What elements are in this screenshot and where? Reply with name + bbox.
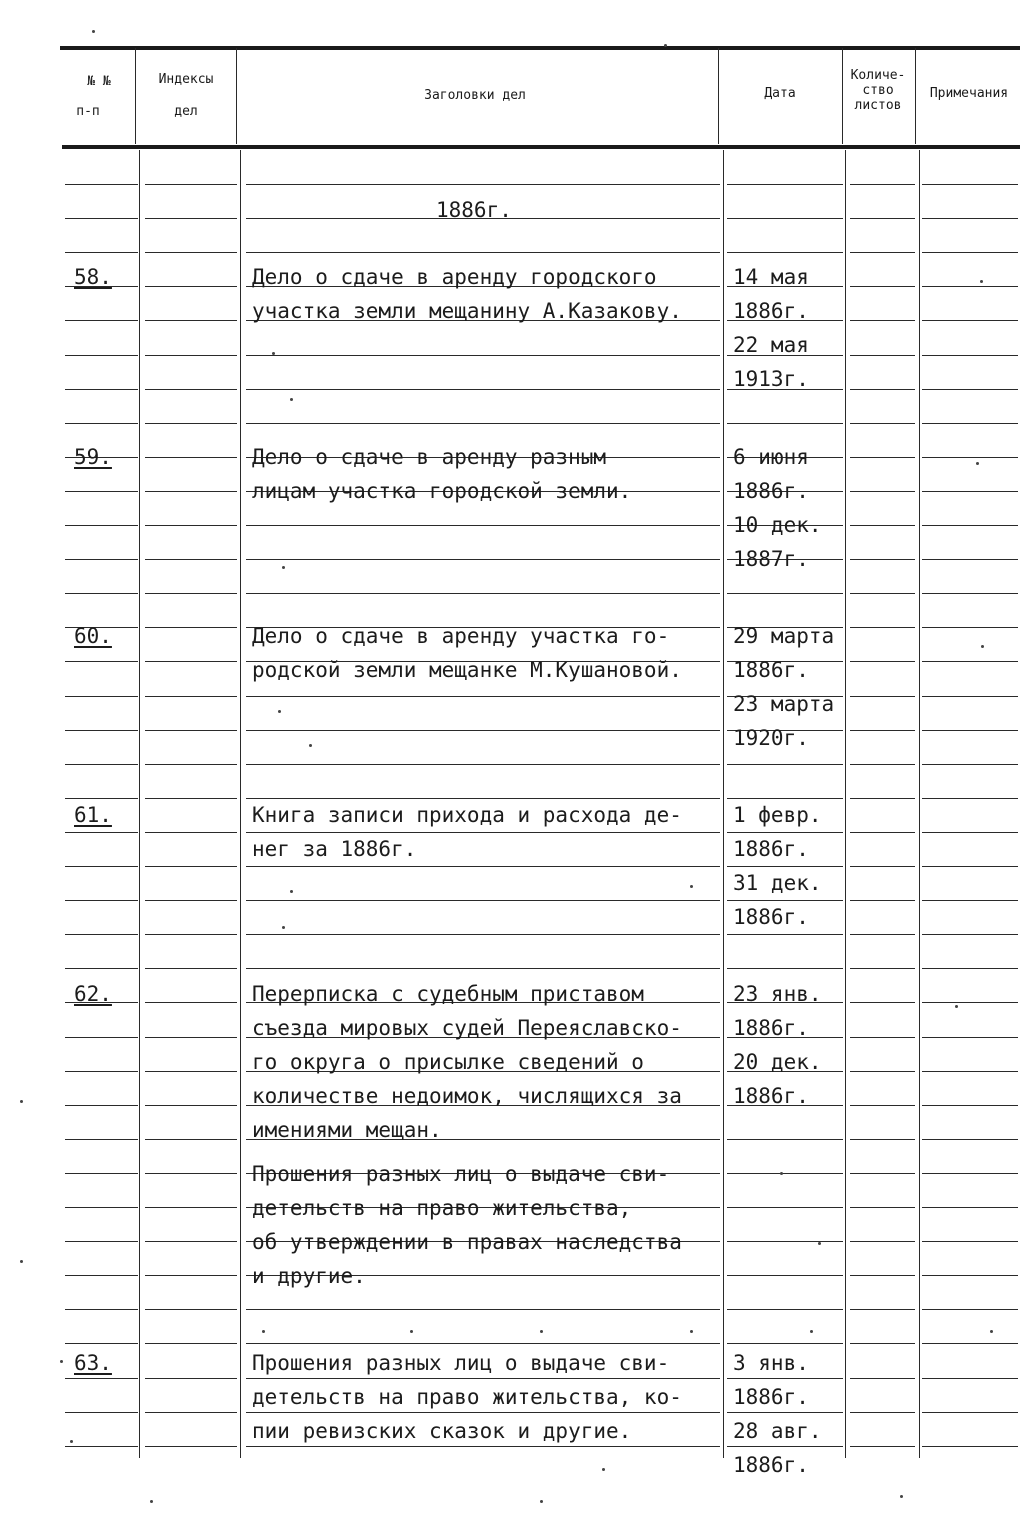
ruled-line — [850, 798, 915, 799]
speck — [810, 1330, 813, 1333]
ruled-line — [850, 593, 915, 594]
record-number: 59. — [74, 445, 112, 469]
speck — [900, 1495, 903, 1498]
ruled-line — [145, 1207, 237, 1208]
ruled-line — [246, 798, 720, 799]
ruled-line — [850, 696, 915, 697]
ruled-line — [65, 559, 138, 560]
ruled-line — [850, 1002, 915, 1003]
speck — [282, 566, 285, 569]
ruled-line — [922, 184, 1018, 185]
speck — [70, 1440, 73, 1443]
ruled-line — [850, 661, 915, 662]
record-date-line: 1886г. — [733, 1385, 809, 1409]
ruled-line — [246, 1378, 720, 1379]
ruled-line — [145, 491, 237, 492]
record-number: 58. — [74, 265, 112, 289]
ruled-line — [145, 1037, 237, 1038]
ruled-line — [145, 1002, 237, 1003]
ruled-line — [727, 1378, 843, 1379]
ruled-line — [65, 1378, 138, 1379]
header-col-sheets: Количе- ство листов — [850, 68, 906, 113]
ruled-line — [65, 1037, 138, 1038]
ruled-line — [246, 1343, 720, 1344]
ruled-line — [727, 798, 843, 799]
ruled-line — [850, 252, 915, 253]
ruled-line — [727, 218, 843, 219]
ruled-line — [727, 1343, 843, 1344]
ruled-line — [145, 593, 237, 594]
ruled-line — [246, 559, 720, 560]
year-heading: 1886г. — [436, 198, 512, 222]
ruled-line — [922, 286, 1018, 287]
ruled-line — [850, 968, 915, 969]
ruled-line — [922, 1241, 1018, 1242]
ruled-line — [145, 764, 237, 765]
ruled-line — [850, 525, 915, 526]
ruled-line — [727, 1173, 843, 1174]
ruled-line — [850, 1343, 915, 1344]
speck — [690, 885, 693, 888]
header-col-number-sub: п-п — [76, 104, 100, 119]
ruled-line — [145, 661, 237, 662]
speck — [602, 1468, 605, 1471]
ruled-line — [246, 730, 720, 731]
record-title-line: съезда мировых судей Переяславско- — [252, 1016, 682, 1040]
ruled-line — [922, 1139, 1018, 1140]
header-divider — [915, 48, 916, 144]
ruled-line — [922, 218, 1018, 219]
ruled-line — [850, 1241, 915, 1242]
record-number: 63. — [74, 1351, 112, 1375]
ruled-line — [850, 457, 915, 458]
header-col-index-sub: дел — [174, 104, 198, 119]
ruled-line — [850, 1309, 915, 1310]
record-date-line: 1 февр. — [733, 803, 822, 827]
ruled-line — [922, 934, 1018, 935]
ruled-line — [922, 252, 1018, 253]
ruled-line — [850, 355, 915, 356]
speck — [780, 1172, 783, 1175]
ruled-line — [850, 1446, 915, 1447]
ruled-line — [922, 798, 1018, 799]
ruled-line — [65, 355, 138, 356]
header-divider — [135, 48, 136, 144]
ruled-line — [727, 934, 843, 935]
ruled-line — [145, 934, 237, 935]
record-title-line: го округа о присылке сведений о — [252, 1050, 644, 1074]
ruled-line — [65, 525, 138, 526]
ruled-line — [922, 1446, 1018, 1447]
ruled-line — [65, 1241, 138, 1242]
ruled-line — [727, 832, 843, 833]
record-date-line: 28 авг. — [733, 1419, 822, 1443]
ruled-line — [65, 389, 138, 390]
ruled-line — [922, 900, 1018, 901]
record-title-line: детельств на право жительства, — [252, 1196, 632, 1220]
ruled-line — [922, 1378, 1018, 1379]
ruled-line — [145, 1378, 237, 1379]
record-title-line: Перерписка с судебным приставом — [252, 982, 644, 1006]
speck — [309, 744, 312, 747]
ruled-line — [246, 389, 720, 390]
column-divider — [240, 150, 241, 1458]
ruled-line — [65, 218, 138, 219]
ruled-line — [922, 968, 1018, 969]
speck — [272, 352, 275, 355]
ruled-line — [727, 1275, 843, 1276]
ruled-line — [145, 900, 237, 901]
record-title-line: Прошения разных лиц о выдаче сви- — [252, 1351, 670, 1375]
ruled-line — [145, 1275, 237, 1276]
record-date-line: 1920г. — [733, 726, 809, 750]
ruled-line — [65, 1105, 138, 1106]
ruled-line — [145, 798, 237, 799]
ruled-line — [850, 900, 915, 901]
speck — [278, 710, 281, 713]
ruled-line — [246, 968, 720, 969]
ruled-line — [922, 661, 1018, 662]
ruled-line — [727, 764, 843, 765]
ruled-line — [145, 1412, 237, 1413]
speck — [290, 398, 293, 401]
ruled-line — [922, 730, 1018, 731]
ruled-line — [922, 1002, 1018, 1003]
ruled-line — [727, 1446, 843, 1447]
ruled-line — [246, 900, 720, 901]
ruled-line — [145, 559, 237, 560]
ruled-line — [145, 1105, 237, 1106]
ruled-line — [922, 1173, 1018, 1174]
ruled-line — [922, 320, 1018, 321]
ruled-line — [145, 730, 237, 731]
record-number: 60. — [74, 624, 112, 648]
ruled-line — [850, 491, 915, 492]
ruled-line — [65, 832, 138, 833]
ruled-line — [922, 696, 1018, 697]
record-date-line: 6 июня — [733, 445, 809, 469]
ruled-line — [727, 1309, 843, 1310]
ruled-line — [145, 968, 237, 969]
ruled-line — [65, 1446, 138, 1447]
record-title-line: нег за 1886г. — [252, 837, 417, 861]
record-title-line: Дело о сдаче в аренду городского — [252, 265, 657, 289]
ruled-line — [850, 1037, 915, 1038]
ruled-line — [246, 593, 720, 594]
ruled-line — [850, 1275, 915, 1276]
ruled-line — [65, 798, 138, 799]
ruled-line — [246, 1412, 720, 1413]
ruled-line — [922, 866, 1018, 867]
record-date-line: 1886г. — [733, 837, 809, 861]
ruled-line — [65, 593, 138, 594]
ruled-line — [850, 218, 915, 219]
ruled-line — [65, 934, 138, 935]
record-date-line: 23 янв. — [733, 982, 822, 1006]
record-date-line: 20 дек. — [733, 1050, 822, 1074]
ruled-line — [65, 1412, 138, 1413]
record-title-line: об утверждении в правах наследства — [252, 1230, 682, 1254]
record-date-line: 1886г. — [733, 1016, 809, 1040]
ruled-line — [850, 627, 915, 628]
record-title-line: родской земли мещанке М.Кушановой. — [252, 658, 682, 682]
ruled-line — [145, 696, 237, 697]
ruled-line — [145, 423, 237, 424]
ruled-line — [922, 389, 1018, 390]
ruled-line — [922, 355, 1018, 356]
speck — [540, 1330, 543, 1333]
ruled-line — [65, 1343, 138, 1344]
header-col-number: № № — [87, 74, 111, 89]
ruled-line — [65, 423, 138, 424]
ruled-line — [246, 696, 720, 697]
speck — [282, 926, 285, 929]
ruled-line — [922, 1412, 1018, 1413]
ruled-line — [850, 934, 915, 935]
speck — [955, 1005, 958, 1008]
ruled-line — [850, 1173, 915, 1174]
ruled-line — [727, 184, 843, 185]
speck — [690, 1330, 693, 1333]
speck — [20, 1100, 23, 1103]
ruled-line — [922, 1037, 1018, 1038]
ruled-line — [65, 866, 138, 867]
ruled-line — [727, 1139, 843, 1140]
ruled-line — [850, 184, 915, 185]
ruled-line — [246, 764, 720, 765]
ruled-line — [145, 184, 237, 185]
ruled-line — [922, 1071, 1018, 1072]
ruled-line — [850, 832, 915, 833]
header-divider — [236, 48, 237, 144]
speck — [410, 1330, 413, 1333]
ruled-line — [145, 1071, 237, 1072]
speck — [60, 1360, 63, 1363]
ruled-line — [65, 184, 138, 185]
ruled-line — [145, 1446, 237, 1447]
ruled-line — [850, 1139, 915, 1140]
ruled-line — [145, 1173, 237, 1174]
ruled-line — [922, 1343, 1018, 1344]
record-title-line: и другие. — [252, 1264, 366, 1288]
ruled-line — [922, 1105, 1018, 1106]
header-top-rule — [60, 46, 1020, 50]
ruled-line — [65, 1139, 138, 1140]
ruled-line — [922, 627, 1018, 628]
ruled-line — [145, 320, 237, 321]
ruled-line — [65, 900, 138, 901]
ruled-line — [850, 559, 915, 560]
record-title-line: Дело о сдаче в аренду участка го- — [252, 624, 670, 648]
ruled-line — [850, 286, 915, 287]
ruled-line — [65, 1207, 138, 1208]
ruled-line — [727, 423, 843, 424]
speck — [92, 30, 95, 33]
ruled-line — [65, 661, 138, 662]
ruled-line — [145, 627, 237, 628]
ruled-line — [145, 1139, 237, 1140]
record-date-line: 1886г. — [733, 905, 809, 929]
ruled-line — [922, 559, 1018, 560]
speck — [980, 280, 983, 283]
ruled-line — [922, 491, 1018, 492]
ruled-line — [246, 423, 720, 424]
ruled-line — [246, 355, 720, 356]
ruled-line — [65, 1309, 138, 1310]
record-title-line: детельств на право жительства, ко- — [252, 1385, 682, 1409]
ruled-line — [65, 1275, 138, 1276]
ruled-line — [246, 184, 720, 185]
ruled-line — [727, 1412, 843, 1413]
header-col-title: Заголовки дел — [424, 88, 526, 103]
record-date-line: 1886г. — [733, 658, 809, 682]
ruled-line — [145, 389, 237, 390]
speck — [20, 1260, 23, 1263]
ruled-line — [145, 457, 237, 458]
record-date-line: 10 дек. — [733, 513, 822, 537]
column-divider — [139, 150, 140, 1458]
record-title-line: Прошения разных лиц о выдаче сви- — [252, 1162, 670, 1186]
record-date-line: 1886г. — [733, 299, 809, 323]
ruled-line — [922, 764, 1018, 765]
ruled-line — [65, 764, 138, 765]
ruled-line — [922, 832, 1018, 833]
speck — [818, 1242, 821, 1245]
ruled-line — [145, 218, 237, 219]
ruled-line — [850, 320, 915, 321]
ruled-line — [850, 730, 915, 731]
header-divider — [718, 48, 719, 144]
record-date-line: 1913г. — [733, 367, 809, 391]
ruled-line — [922, 423, 1018, 424]
record-date-line: 22 мая — [733, 333, 809, 357]
ruled-line — [145, 286, 237, 287]
ruled-line — [922, 1309, 1018, 1310]
column-divider — [845, 150, 846, 1458]
header-col-notes: Примечания — [929, 86, 1009, 101]
ruled-line — [145, 832, 237, 833]
record-number: 61. — [74, 803, 112, 827]
ruled-line — [65, 1173, 138, 1174]
ruled-line — [850, 389, 915, 390]
ruled-line — [727, 1207, 843, 1208]
speck — [981, 645, 984, 648]
ruled-line — [246, 252, 720, 253]
record-title-line: пии ревизских сказок и другие. — [252, 1419, 632, 1443]
record-date-line: 1886г. — [733, 479, 809, 503]
speck — [540, 1500, 543, 1503]
ruled-line — [65, 968, 138, 969]
ruled-line — [65, 1071, 138, 1072]
header-bottom-rule — [62, 145, 1020, 149]
ruled-line — [922, 457, 1018, 458]
record-date-line: 23 марта — [733, 692, 835, 716]
ruled-line — [850, 1105, 915, 1106]
record-title-line: имениями мещан. — [252, 1118, 442, 1142]
ruled-line — [727, 866, 843, 867]
ruled-line — [246, 866, 720, 867]
ruled-line — [65, 730, 138, 731]
ruled-line — [727, 900, 843, 901]
ruled-line — [145, 252, 237, 253]
record-date-line: 1887г. — [733, 547, 809, 571]
ruled-line — [246, 525, 720, 526]
column-divider — [723, 150, 724, 1458]
speck — [262, 1330, 265, 1333]
ruled-line — [246, 1446, 720, 1447]
ruled-line — [850, 1207, 915, 1208]
ruled-line — [922, 593, 1018, 594]
ruled-line — [65, 320, 138, 321]
ruled-line — [145, 355, 237, 356]
speck — [664, 44, 667, 47]
ruled-line — [145, 866, 237, 867]
ruled-line — [145, 1343, 237, 1344]
ruled-line — [145, 1241, 237, 1242]
ruled-line — [246, 832, 720, 833]
ruled-line — [850, 764, 915, 765]
column-divider — [919, 150, 920, 1458]
record-date-line: 31 дек. — [733, 871, 822, 895]
ruled-line — [922, 1275, 1018, 1276]
record-number: 62. — [74, 982, 112, 1006]
ruled-line — [850, 866, 915, 867]
ruled-line — [727, 968, 843, 969]
ruled-line — [65, 491, 138, 492]
ruled-line — [850, 1071, 915, 1072]
ruled-line — [246, 1309, 720, 1310]
record-title-line: Дело о сдаче в аренду разным — [252, 445, 607, 469]
record-title-line: Книга записи прихода и расхода де- — [252, 803, 682, 827]
ruled-line — [922, 1207, 1018, 1208]
header-col-date: Дата — [764, 86, 796, 101]
record-date-line: 1886г. — [733, 1453, 809, 1477]
ruled-line — [65, 252, 138, 253]
ruled-line — [65, 696, 138, 697]
speck — [150, 1500, 153, 1503]
speck — [976, 462, 979, 465]
ruled-line — [850, 1378, 915, 1379]
record-date-line: 29 марта — [733, 624, 835, 648]
record-title-line: количестве недоимок, числящихся за — [252, 1084, 682, 1108]
ruled-line — [145, 1309, 237, 1310]
ruled-line — [850, 1412, 915, 1413]
ruled-line — [727, 252, 843, 253]
record-date-line: 14 мая — [733, 265, 809, 289]
header-col-index: Индексы — [158, 72, 214, 87]
ruled-line — [727, 593, 843, 594]
ruled-line — [246, 934, 720, 935]
speck — [290, 890, 293, 893]
ruled-line — [850, 423, 915, 424]
record-title-line: лицам участка городской земли. — [252, 479, 632, 503]
speck — [990, 1330, 993, 1333]
ruled-line — [145, 525, 237, 526]
record-title-line: участка земли мещанину А.Казакову. — [252, 299, 682, 323]
record-date-line: 1886г. — [733, 1084, 809, 1108]
ruled-line — [922, 525, 1018, 526]
record-date-line: 3 янв. — [733, 1351, 809, 1375]
ruled-line — [727, 1241, 843, 1242]
